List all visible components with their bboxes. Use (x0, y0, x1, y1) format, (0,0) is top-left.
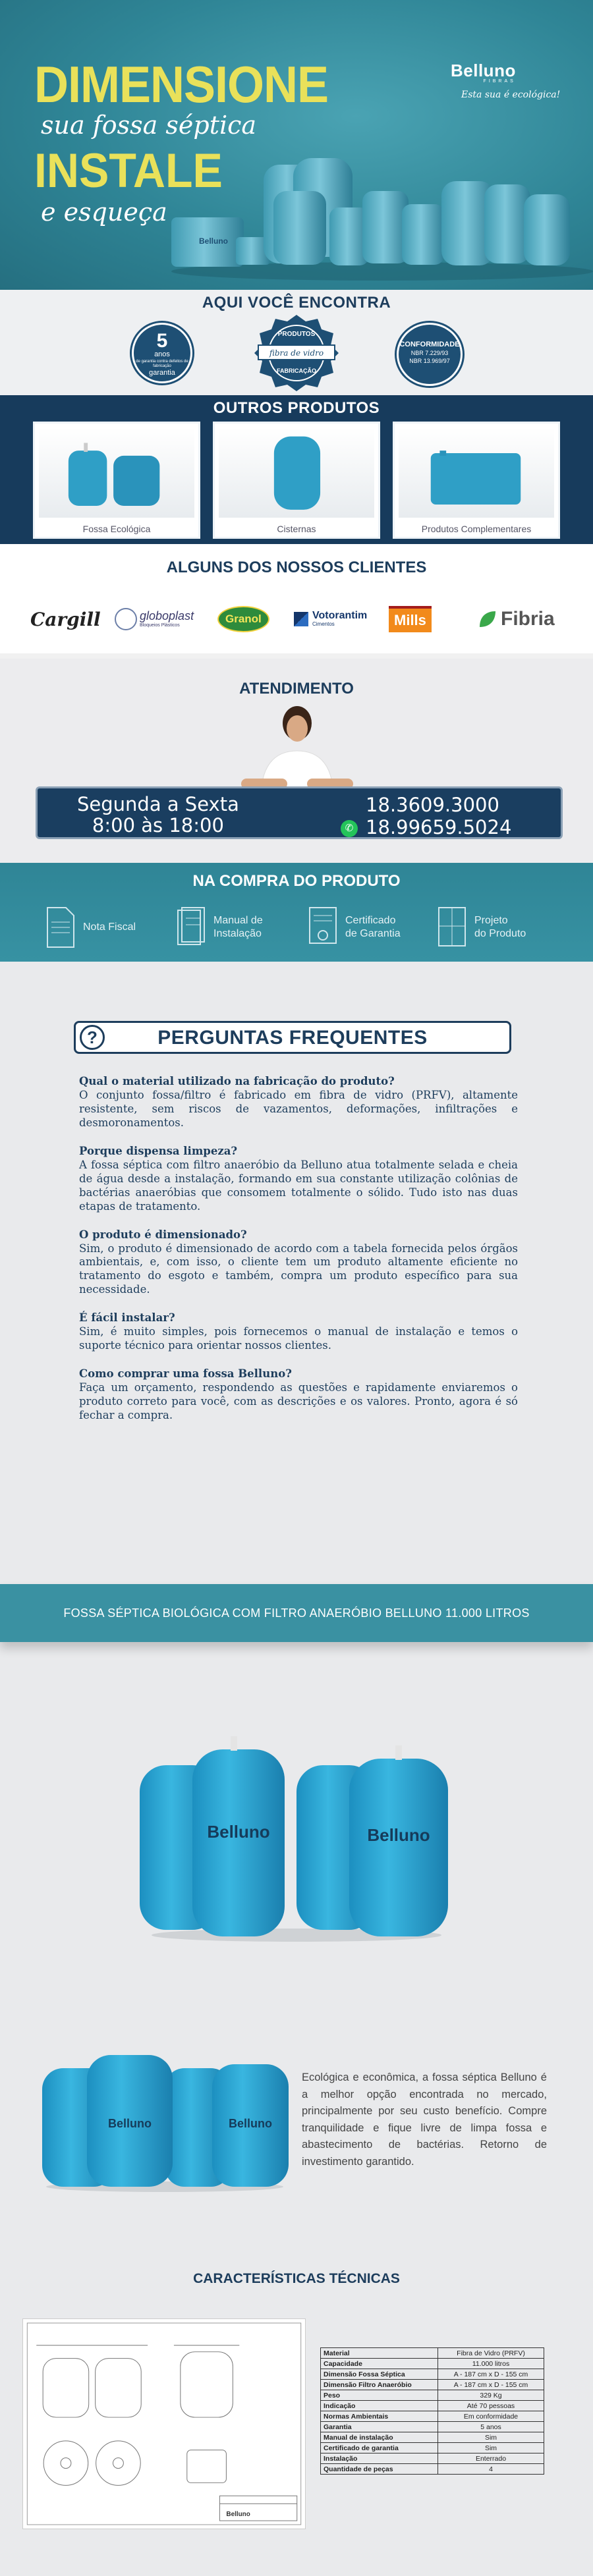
spec-key: Indicação (321, 2401, 438, 2411)
fiber-seal-bottom: FABRICAÇÃO (277, 368, 316, 374)
product-label: Fossa Ecológica (82, 524, 151, 534)
spec-key: Quantidade de peças (321, 2464, 438, 2475)
hero-subtitle-esqueca: e esqueça (41, 198, 167, 227)
faq-item (79, 1311, 518, 1353)
spec-row (321, 2369, 544, 2380)
faq-section (0, 962, 593, 1584)
client-logo-globoplast (115, 605, 194, 634)
client-name: globoplast (140, 609, 194, 623)
tank-label: Belluno (207, 1822, 270, 1842)
product-image-complementares (399, 427, 554, 518)
whatsapp-icon[interactable]: ✆ (341, 820, 358, 837)
outros-produtos-section (0, 395, 593, 544)
product-card-fossa[interactable] (33, 422, 200, 539)
hero-subtitle-fossa: sua fossa séptica (41, 111, 257, 140)
manual-icon (175, 906, 207, 948)
spec-row (321, 2422, 544, 2432)
spec-key: Instalação (321, 2453, 438, 2464)
compra-item-certificado (307, 904, 401, 951)
spec-key: Garantia (321, 2422, 438, 2432)
faq-question: Como comprar uma fossa Belluno? (79, 1367, 292, 1381)
invoice-icon (45, 906, 76, 948)
spec-value: Sim (438, 2443, 544, 2453)
warranty-years: 5 (156, 330, 168, 352)
spec-key: Certificado de garantia (321, 2443, 438, 2453)
hero-title-dimensione: DIMENSIONE (34, 56, 329, 114)
conformity-norm-1: NBR 7.229/93 (410, 350, 449, 356)
spec-value: 4 (438, 2464, 544, 2475)
compra-item-line1: Projeto (474, 915, 508, 926)
spec-row (321, 2432, 544, 2443)
faq-question: O produto é dimensionado? (79, 1228, 247, 1241)
certificate-icon (307, 906, 339, 948)
fossa-product-title: FOSSA SÉPTICA BIOLÓGICA COM FILTRO ANAERÓBIO BELLUNO 11.000 LITROS (63, 1606, 530, 1620)
spec-row (321, 2359, 544, 2369)
tank-label: Belluno (229, 2117, 272, 2130)
client-name: Fibria (501, 608, 555, 630)
faq-answer: O conjunto fossa/filtro é fabricado em fibra de vidro (PRFV), altamente resistente, sem riscos de vazamentos, deformações, infiltrações e desmoronamentos. (79, 1088, 518, 1129)
fossa-tanks-small-image (40, 2042, 290, 2193)
faq-header (74, 1021, 511, 1054)
product-image-cisterna (219, 427, 374, 518)
client-logo-votorantim (294, 605, 367, 634)
brand-sub: FIBRAS (483, 79, 516, 84)
spec-key: Dimensão Filtro Anaeróbio (321, 2380, 438, 2390)
faq-answer: A fossa séptica com filtro anaeróbio da Belluno atua totalmente selada e cheia de água desde a instalação, formando em sua constante utilização colônias de bactérias anaeróbias que consomem totalmente o sólido. Tudo isto nas duas etapas de tratamento. (79, 1158, 518, 1213)
spec-row (321, 2380, 544, 2390)
faq-question: É fácil instalar? (79, 1311, 175, 1325)
encontra-section (0, 290, 593, 395)
spec-key: Dimensão Fossa Séptica (321, 2369, 438, 2380)
drawing-brand: Belluno (226, 2511, 250, 2519)
spec-row (321, 2390, 544, 2401)
product-card-complementares[interactable] (393, 422, 560, 539)
faq-question: Qual o material utilizado na fabricação do produto? (79, 1075, 395, 1087)
product-image-fossa (39, 427, 194, 518)
technical-drawing (22, 2318, 306, 2529)
warranty-badge (132, 323, 192, 383)
atendimento-hours (77, 794, 239, 836)
client-logo-cargill (30, 605, 101, 634)
atendimento-bar (36, 786, 563, 839)
spec-value: A - 187 cm x D - 155 cm (438, 2380, 544, 2390)
faq-title: PERGUNTAS FREQUENTES (157, 1027, 428, 1049)
spec-value: Sim (438, 2432, 544, 2443)
product-card-cisternas[interactable] (213, 422, 380, 539)
spec-key: Normas Ambientais (321, 2411, 438, 2422)
spec-value: 5 anos (438, 2422, 544, 2432)
atendimento-section (0, 659, 593, 863)
warranty-unit: anos (154, 350, 170, 358)
spec-key: Material (321, 2348, 438, 2359)
spec-key: Manual de instalação (321, 2432, 438, 2443)
warranty-label: garantia (149, 369, 175, 377)
spec-table (320, 2347, 544, 2475)
hero-tanks-image (165, 119, 593, 283)
faq-item (79, 1145, 518, 1214)
fossa-tanks-large-image (132, 1726, 461, 1943)
compra-item-line2: do Produto (474, 928, 526, 939)
question-icon: ? (80, 1025, 105, 1050)
fiber-seal-mid: fibra de vidro (269, 348, 324, 358)
leaf-icon (477, 609, 498, 630)
compra-item-line1: Manual de (213, 915, 263, 926)
clientes-section (0, 544, 593, 659)
tank-label: Belluno (108, 2117, 152, 2130)
compra-item-line2: de Garantia (345, 928, 401, 939)
faq-item (79, 1075, 518, 1130)
hero-title-instale: INSTALE (34, 143, 223, 198)
spec-value: 329 Kg (438, 2390, 544, 2401)
caracteristicas-title: CARACTERÍSTICAS TÉCNICAS (193, 2271, 400, 2286)
faq-item (79, 1228, 518, 1298)
spec-value: Fibra de Vidro (PRFV) (438, 2348, 544, 2359)
atendimento-time: 8:00 às 18:00 (92, 814, 224, 837)
conformity-badge (397, 323, 463, 386)
client-sub: Cimentos (312, 621, 335, 628)
product-label: Produtos Complementares (421, 524, 532, 534)
compra-item-line1: Certificado (345, 915, 396, 926)
compra-item-projeto (436, 904, 526, 951)
compra-item-line2: Instalação (213, 928, 262, 939)
phone-number-whatsapp[interactable]: 18.99659.5024 (366, 816, 512, 838)
client-name: Granol (217, 606, 269, 632)
phone-number-1[interactable]: 18.3609.3000 (366, 794, 499, 816)
fiberglass-seal-badge (252, 314, 341, 393)
tank-label: Belluno (367, 1825, 430, 1845)
compra-title: NA COMPRA DO PRODUTO (192, 872, 401, 890)
compra-item-manual (175, 904, 263, 951)
spec-value: Enterrado (438, 2453, 544, 2464)
faq-answer: Sim, é muito simples, pois fornecemos o manual de instalação e temos o suporte técnico para orientar nossos clientes. (79, 1325, 518, 1352)
spec-key: Capacidade (321, 2359, 438, 2369)
fiber-seal-top: PRODUTOS (277, 331, 316, 338)
conformity-title: CONFORMIDADE (399, 341, 460, 348)
client-name: Mills (389, 606, 432, 632)
product-label: Cisternas (277, 524, 316, 534)
votorantim-icon (294, 612, 308, 626)
atendimento-days: Segunda a Sexta (77, 793, 239, 815)
spec-value: A - 187 cm x D - 155 cm (438, 2369, 544, 2380)
globe-icon (115, 608, 137, 630)
faq-list (79, 1075, 518, 1437)
spec-row (321, 2464, 544, 2475)
compra-item-line1: Nota Fiscal (83, 921, 136, 933)
faq-item (79, 1367, 518, 1423)
client-logo-fibria (477, 605, 555, 634)
compra-section (0, 863, 593, 962)
encontra-title: AQUI VOCÊ ENCONTRA (202, 294, 391, 312)
brand-tagline: Esta sua é ecológica! (461, 90, 561, 100)
blueprint-icon (436, 906, 468, 948)
spec-row (321, 2411, 544, 2422)
spec-key: Peso (321, 2390, 438, 2401)
compra-item-nota-fiscal (45, 904, 136, 951)
faq-answer: Sim, o produto é dimensionado de acordo com a tabela fornecida pelos órgãos ambientais, e, com isso, o cliente tem um produto altamente eficiente no tratamento do esgoto e também, compra um produto específico para sua necessidade. (79, 1242, 518, 1296)
fossa-product-band (0, 1584, 593, 1642)
fossa-description: Ecológica e econômica, a fossa séptica Belluno é a melhor opção encontrada no mercado, principalmente por seu custo benefício. Compre tranquilidade e fique livre de limpa fossa e abastecimento de bactérias. Retorno de investimento garantido. (302, 2071, 547, 2168)
client-name: Votorantim (312, 610, 368, 622)
spec-value: Em conformidade (438, 2411, 544, 2422)
faq-question: Porque dispensa limpeza? (79, 1144, 238, 1157)
spec-value: Até 70 pessoas (438, 2401, 544, 2411)
brand-name: Belluno (451, 61, 516, 80)
spec-row (321, 2443, 544, 2453)
brand-logo[interactable] (451, 61, 516, 84)
clientes-title: ALGUNS DOS NOSSOS CLIENTES (166, 559, 427, 576)
client-logo-mills (389, 605, 432, 634)
faq-answer: Faça um orçamento, respondendo as questões e rapidamente enviaremos o produto correto para você, com as descrições e os valores. Pronto, agora é só fechar a compra. (79, 1381, 518, 1422)
spec-row (321, 2453, 544, 2464)
spec-row (321, 2348, 544, 2359)
attendant-image (235, 699, 360, 798)
spec-value: 11.000 litros (438, 2359, 544, 2369)
outros-title: OUTROS PRODUTOS (213, 399, 380, 417)
client-logo-granol (217, 605, 269, 634)
hero-banner (0, 0, 593, 290)
hero-tank-label: Belluno (199, 236, 228, 246)
client-name: Cargill (30, 608, 101, 630)
conformity-norm-2: NBR 13.969/97 (409, 358, 450, 364)
client-sub: Bloqueios Plásticos (140, 623, 180, 628)
warranty-small: de garantia contra defeitos de fabricação (136, 360, 188, 368)
spec-row (321, 2401, 544, 2411)
atendimento-title: ATENDIMENTO (239, 680, 354, 698)
